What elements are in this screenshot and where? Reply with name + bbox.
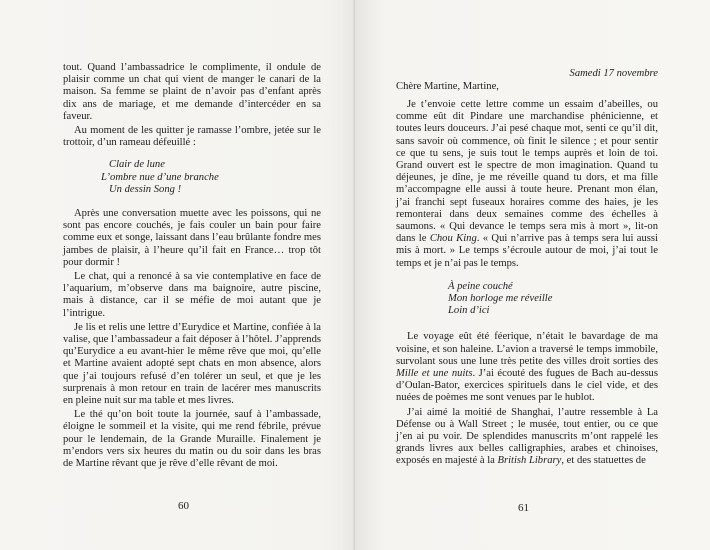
paragraph: Je lis et relis une lettre d’Eurydice et Martine, confiée à la valise, que l’ambassadeur a fait déposer à l’hôtel. J’apprends qu’Eurydice a eu avant-hier le même rêve que moi, qu’elle et Martine avaient adopté sept chats en mon absence, alors que j’ai toujours refusé d’en tolérer un seul, et que je les surprenais à mon retour en train de lacérer mes manuscrits en pleine nuit sur ma table et mes livres. [63,321,321,407]
letter-salutation: Chère Martine, Martine, [396,81,499,92]
letter-date: Samedi 17 novembre [569,68,658,79]
paragraph [396,331,658,404]
paragraph-text: J’ai aimé la moitié de Shanghai, l’autre ressemble à La Défense ou à Wall Street ; le musée, tout entier, ou ce que j’en ai pu voir. De splendides manuscrits m’ont rappelé les grands livres aux belles calligraphies, arabes et chinoises, exposés en majesté à la [396,406,658,467]
paragraph-text: Le voyage eût été féerique, n’était le bavardage de ma voisine, et son haleine. L’avion a traversé le temps immobile, survolant sous une lune très petite des villes droit sorties des [396,331,658,367]
library-name: British Library [497,455,562,467]
page-number: 61 [518,502,529,514]
paragraph-text: , et des statuettes de [561,455,646,467]
book-title: Mille et une nuits [396,368,473,380]
right-page-text [396,99,658,468]
paragraph [396,99,658,270]
paragraph: Après une conversation muette avec les poissons, qui ne sont pas encore couchés, je fais couler un bain pour faire comme eux et songe, laissant dans l’eau brûlante fondre mes jambes de plaisir, à l’heure qu’il fait en France… trop tôt pour dormir ! [63,208,321,268]
paragraph-text: . J’ai écouté des fugues de Bach au-dessus d’Oulan-Bator, exercices spirituels dans le ciel vide, et des nuées de poèmes me sont venues par le hublot. [396,368,658,404]
haiku-line: Mon horloge me réveille [448,293,553,305]
right-page [355,0,710,550]
haiku-line: Un dessin Song ! [109,183,182,195]
haiku-line: L’ombre nue d’une branche [101,171,219,183]
haiku-line: Loin d’ici [448,305,490,317]
page-number: 60 [178,500,189,512]
paragraph: Le thé qu’on boit toute la journée, sauf à l’ambassade, éloigne le sommeil et la visite, qui me rend fébrile, prévue pour le lendemain, de la Grande Muraille. Finalement je m’endors vers six heures du matin ou du soir dans les bras de Martine rêvant que je rêve d’elle rêvant de moi. [63,409,321,470]
paragraph: Le chat, qui a renoncé à sa vie contemplative en face de l’aquarium, m’observe dans ma baignoire, autre piscine, mais à distance, car il se méfie de moi autant que je l’intrigue. [63,271,321,319]
haiku [396,281,658,318]
paragraph-text: . « Qui n’arrive pas à temps sera lui aussi mis à mort. » Le temps s’écroule autour de moi, j’ai tout le temps et je n’ai pas le temps. [396,233,658,269]
paragraph: tout. Quand l’ambassadrice le complimente, il ondule de plaisir comme un chat qui vient de manger le canari de la maison. Sa femme se plaint de n’avoir pas d’enfant après dix ans de mariage, et me demande d’intercéder en sa faveur. [63,62,321,122]
book-title: Chou King [429,233,477,245]
haiku [63,159,321,196]
left-page-text [63,62,321,470]
paragraph: Au moment de les quitter je ramasse l’ombre, jetée sur le trottoir, d’un rameau défeuillé : [63,125,321,149]
haiku-line: Clair de lune [109,159,165,171]
haiku-line: À peine couché [448,280,513,292]
paragraph-text: Je t’envoie cette lettre comme un essaim d’abeilles, ou comme eût dit Pindare une marchandise phénicienne, et toutes leurs douceurs. J’ai pesé chaque mot, senti ce qu’il dit, sans savoir où commence, où finit le silence ; et pour sentir ce que tu sens, je suis tout le temps auprès et loin de toi. Grand ouvert est le spectre de mon imagination. Quand tu déjeunes, je dîne, je me réveille quand tu dors, et ma fille m’accompagne elle aussi à toute heure. Prenant mon élan, j’ai franchi sept fuseaux horaires comme des haies, je les remonterai dans deux semaines comme des échelles à saumons. « Qui devance le temps sera mis à mort », lit-on dans le [396,99,658,245]
paragraph [396,407,658,468]
